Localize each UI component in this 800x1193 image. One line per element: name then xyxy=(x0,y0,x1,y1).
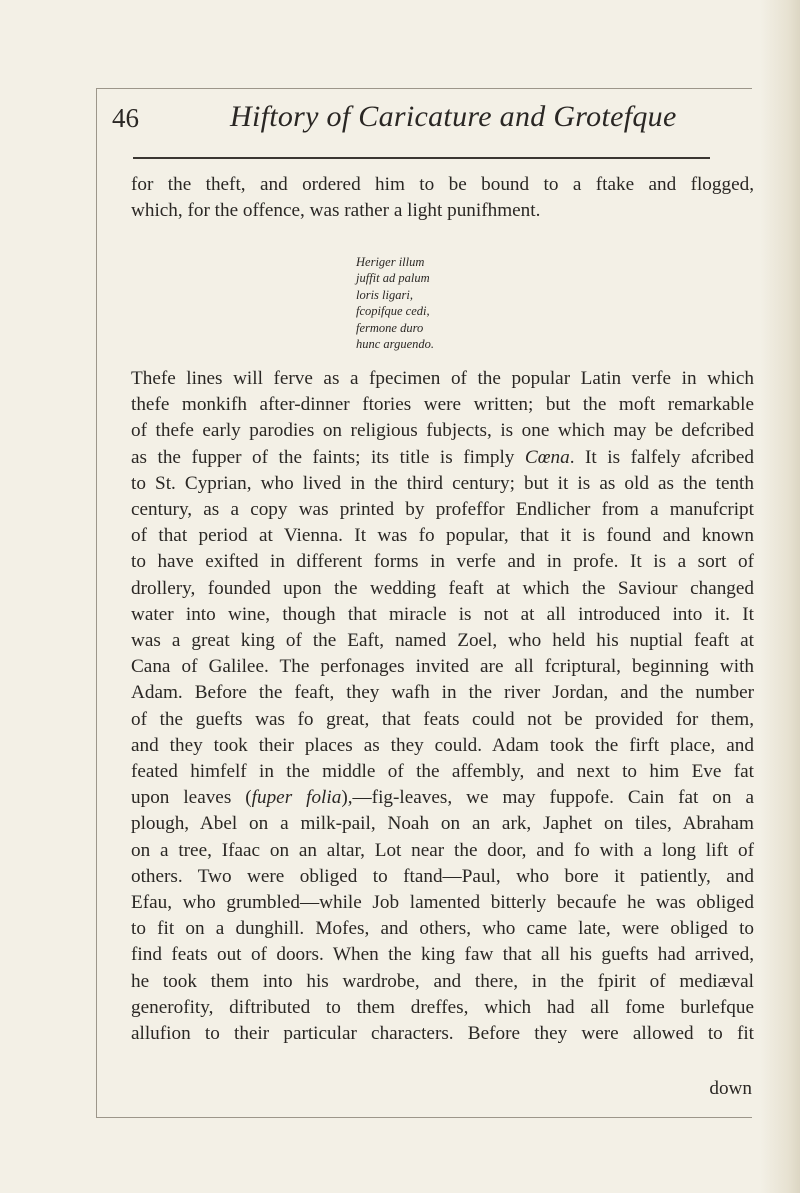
verse-line: hunc arguendo. xyxy=(356,337,434,352)
text-line: and they took their places as they could. Adam took the firft place, and xyxy=(131,734,754,756)
text-line: to have exifted in different forms in verfe and in profe. It is a sort of xyxy=(131,551,754,573)
text-line: Efau, who grumbled—while Job lamented bitterly becaufe he was obliged xyxy=(131,892,754,914)
header-rule xyxy=(133,157,710,159)
page-number: 46 xyxy=(112,103,139,133)
text-line: of the guefts was fo great, that feats could not be provided for them, xyxy=(131,708,754,730)
verse-line: Heriger illum xyxy=(356,255,425,269)
italic-phrase: Cœna xyxy=(524,446,570,468)
text-line: of thefe early parodies on religious fubjects, is one which may be defcribed xyxy=(131,420,754,442)
text-line: he took them into his wardrobe, and there, in the fpirit of mediæval xyxy=(131,970,754,992)
text-line: water into wine, though that miracle is not at all introduced into it. It xyxy=(131,603,754,625)
text-line: feated himfelf in the middle of the affembly, and next to him Eve fat xyxy=(131,761,754,783)
text-line: for the theft, and ordered him to be bound to a ftake and flogged, xyxy=(131,174,754,195)
text-line: generofity, diftributed to them dreffes, which had all fome burlefque xyxy=(131,996,754,1018)
text-line: of that period at Vienna. It was fo popular, that it is found and known xyxy=(131,525,754,547)
text-line: Cana of Galilee. The perfonages invited are all fcriptural, beginning with xyxy=(131,656,754,678)
text-line: was a great king of the Eaft, named Zoel, who held his nuptial feaft at xyxy=(131,630,754,652)
text-line: drollery, founded upon the wedding feaft at which the Saviour changed xyxy=(131,577,754,599)
text-line: allufion to their particular characters. Before they were allowed to fit xyxy=(131,1023,754,1045)
frame-rule-bottom xyxy=(96,1117,752,1118)
verse-line: juffit ad palum xyxy=(356,271,430,286)
text-line: find feats out of doors. When the king faw that all his guefts had arrived, xyxy=(131,944,754,966)
text-line: plough, Abel on a milk-pail, Noah on an ark, Japhet on tiles, Abraham xyxy=(131,813,754,835)
text-line: others. Two were obliged to ftand—Paul, who bore it patiently, and xyxy=(131,865,754,887)
frame-rule-left xyxy=(96,88,97,1118)
running-title: Hiftory of Caricature and Grotefque xyxy=(230,100,677,133)
body-paragraph xyxy=(131,366,754,1047)
text-line: to St. Cyprian, who lived in the third century; but it is as old as the tenth xyxy=(131,472,754,494)
intro-paragraph xyxy=(131,172,754,224)
text-line: on a tree, Ifaac on an altar, Lot near the door, and fo with a long lift of xyxy=(131,839,754,861)
text-line: Thefe lines will ferve as a fpecimen of the popular Latin verfe in which xyxy=(131,368,754,389)
text-line: Adam. Before the feaft, they wafh in the river Jordan, and the number xyxy=(131,682,754,704)
text-line: thefe monkifh after-dinner ftories were written; but the moft remarkable xyxy=(131,394,754,416)
italic-phrase: fuper folia xyxy=(251,787,342,809)
frame-rule-top xyxy=(96,88,752,89)
page-edge xyxy=(760,0,800,1193)
verse-line: loris ligari, xyxy=(356,287,413,302)
latin-verse xyxy=(356,254,434,352)
text-line: century, as a copy was printed by profeffor Endlicher from a manufcript xyxy=(131,499,754,521)
text-line: upon leaves (fuper folia),—fig-leaves, we may fuppofe. Cain fat on a xyxy=(131,787,754,809)
catchword: down xyxy=(709,1078,752,1099)
text-line: which, for the offence, was rather a light punifhment. xyxy=(131,200,541,222)
text-line: to fit on a dunghill. Mofes, and others, who came late, were obliged to xyxy=(131,918,754,940)
text-line: as the fupper of the faints; its title is fimply Cœna. It is falfely afcribed xyxy=(131,446,754,468)
verse-line: fermone duro xyxy=(356,320,424,335)
verse-line: fcopifque cedi, xyxy=(356,304,430,319)
